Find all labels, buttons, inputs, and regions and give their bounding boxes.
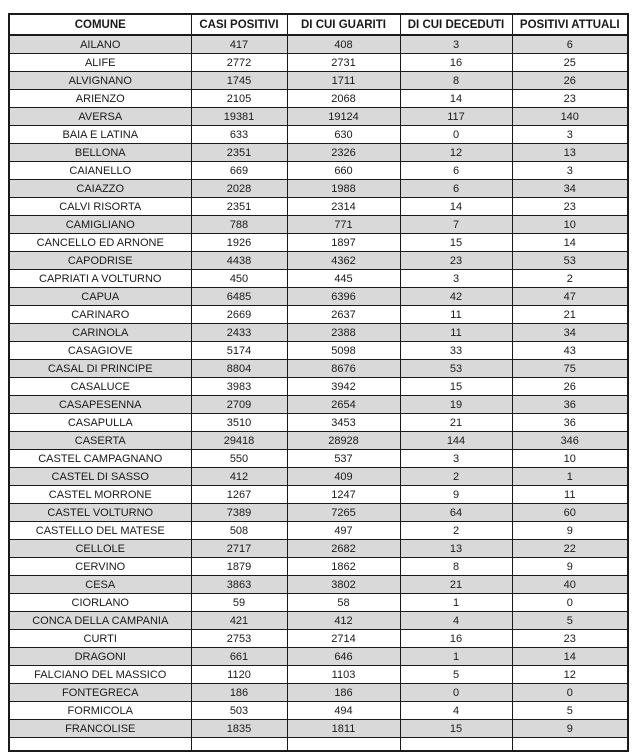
table-row [9, 486, 628, 504]
cell-positivi-attuali: 10 [512, 216, 628, 234]
table-row [9, 504, 628, 522]
table-row [9, 468, 628, 486]
partial-cutoff-row [9, 738, 628, 752]
cell-casi-positivi: 8804 [191, 360, 287, 378]
cell-di-cui-deceduti: 19 [400, 396, 512, 414]
cell-positivi-attuali: 1 [512, 468, 628, 486]
cell-positivi-attuali: 23 [512, 630, 628, 648]
cell-di-cui-guariti: 497 [287, 522, 400, 540]
cell-di-cui-deceduti: 14 [400, 90, 512, 108]
cell-casi-positivi: 3983 [191, 378, 287, 396]
table-row [9, 108, 628, 126]
cell-positivi-attuali: 9 [512, 522, 628, 540]
cell-di-cui-deceduti: 8 [400, 558, 512, 576]
cell-casi-positivi: 503 [191, 702, 287, 720]
cell-di-cui-guariti: 1897 [287, 234, 400, 252]
cell-di-cui-guariti: 4362 [287, 252, 400, 270]
cell-di-cui-deceduti: 14 [400, 198, 512, 216]
cell-positivi-attuali [512, 738, 628, 752]
table-row [9, 648, 628, 666]
cell-positivi-attuali: 26 [512, 378, 628, 396]
cell-casi-positivi: 5174 [191, 342, 287, 360]
cell-comune: CASTEL MORRONE [9, 486, 191, 504]
cell-casi-positivi: 2753 [191, 630, 287, 648]
cell-comune: CASAL DI PRINCIPE [9, 360, 191, 378]
cell-di-cui-guariti: 1988 [287, 180, 400, 198]
cell-positivi-attuali: 75 [512, 360, 628, 378]
cell-casi-positivi: 2028 [191, 180, 287, 198]
cell-comune: CASAPULLA [9, 414, 191, 432]
cell-comune: CASAPESENNA [9, 396, 191, 414]
cell-comune: CAMIGLIANO [9, 216, 191, 234]
cell-di-cui-deceduti: 15 [400, 234, 512, 252]
cell-di-cui-guariti: 2731 [287, 54, 400, 72]
cell-di-cui-guariti: 2388 [287, 324, 400, 342]
table-row [9, 126, 628, 144]
cell-comune: CURTI [9, 630, 191, 648]
cell-positivi-attuali: 5 [512, 612, 628, 630]
table-row [9, 180, 628, 198]
cell-di-cui-deceduti: 4 [400, 702, 512, 720]
cell-casi-positivi: 6485 [191, 288, 287, 306]
cell-comune [9, 738, 191, 752]
cell-comune: ALIFE [9, 54, 191, 72]
header-row [9, 14, 628, 35]
table-row [9, 666, 628, 684]
cell-di-cui-guariti: 2637 [287, 306, 400, 324]
cell-di-cui-guariti: 19124 [287, 108, 400, 126]
cell-casi-positivi: 2669 [191, 306, 287, 324]
table-row [9, 576, 628, 594]
cell-di-cui-deceduti: 21 [400, 576, 512, 594]
table-row [9, 630, 628, 648]
cell-positivi-attuali: 40 [512, 576, 628, 594]
cell-di-cui-deceduti: 3 [400, 35, 512, 54]
cell-comune: CASTELLO DEL MATESE [9, 522, 191, 540]
cell-di-cui-guariti: 3802 [287, 576, 400, 594]
table-row [9, 144, 628, 162]
cell-comune: CASTEL VOLTURNO [9, 504, 191, 522]
cell-casi-positivi: 633 [191, 126, 287, 144]
cell-comune: CASERTA [9, 432, 191, 450]
cell-casi-positivi: 2433 [191, 324, 287, 342]
cell-positivi-attuali: 2 [512, 270, 628, 288]
cell-di-cui-guariti: 58 [287, 594, 400, 612]
cell-di-cui-deceduti: 53 [400, 360, 512, 378]
cell-comune: FONTEGRECA [9, 684, 191, 702]
cell-di-cui-guariti: 1711 [287, 72, 400, 90]
cell-positivi-attuali: 53 [512, 252, 628, 270]
cell-casi-positivi: 788 [191, 216, 287, 234]
cell-di-cui-guariti: 445 [287, 270, 400, 288]
cell-di-cui-guariti: 6396 [287, 288, 400, 306]
cell-di-cui-deceduti: 21 [400, 414, 512, 432]
cell-casi-positivi: 2717 [191, 540, 287, 558]
cell-comune: CARINARO [9, 306, 191, 324]
cell-casi-positivi: 508 [191, 522, 287, 540]
cell-casi-positivi: 7389 [191, 504, 287, 522]
document-page [8, 13, 627, 752]
cell-comune: CELLOLE [9, 540, 191, 558]
cell-di-cui-deceduti: 6 [400, 180, 512, 198]
cell-di-cui-guariti: 1811 [287, 720, 400, 738]
cell-di-cui-guariti: 2314 [287, 198, 400, 216]
cell-di-cui-guariti: 494 [287, 702, 400, 720]
cell-positivi-attuali: 140 [512, 108, 628, 126]
cell-positivi-attuali: 6 [512, 35, 628, 54]
cell-comune: CAPODRISE [9, 252, 191, 270]
cell-di-cui-deceduti [400, 738, 512, 752]
table-row [9, 198, 628, 216]
cell-di-cui-deceduti: 1 [400, 648, 512, 666]
cell-comune: CONCA DELLA CAMPANIA [9, 612, 191, 630]
cell-comune: ARIENZO [9, 90, 191, 108]
cell-positivi-attuali: 12 [512, 666, 628, 684]
cell-comune: CAIAZZO [9, 180, 191, 198]
cell-di-cui-guariti: 537 [287, 450, 400, 468]
table-row [9, 72, 628, 90]
cell-positivi-attuali: 60 [512, 504, 628, 522]
covid-comuni-table [8, 13, 629, 752]
table-row [9, 216, 628, 234]
cell-comune: CALVI RISORTA [9, 198, 191, 216]
table-row [9, 594, 628, 612]
cell-casi-positivi: 2105 [191, 90, 287, 108]
table-row [9, 360, 628, 378]
table-row [9, 396, 628, 414]
table-row [9, 234, 628, 252]
cell-positivi-attuali: 43 [512, 342, 628, 360]
cell-di-cui-guariti: 3942 [287, 378, 400, 396]
table-row [9, 612, 628, 630]
cell-di-cui-guariti [287, 738, 400, 752]
cell-di-cui-deceduti: 8 [400, 72, 512, 90]
cell-di-cui-deceduti: 13 [400, 540, 512, 558]
cell-casi-positivi: 1926 [191, 234, 287, 252]
table-row [9, 540, 628, 558]
cell-di-cui-guariti: 2326 [287, 144, 400, 162]
table-row [9, 432, 628, 450]
cell-comune: ALVIGNANO [9, 72, 191, 90]
cell-positivi-attuali: 0 [512, 684, 628, 702]
cell-casi-positivi: 661 [191, 648, 287, 666]
table-row [9, 306, 628, 324]
cell-comune: CERVINO [9, 558, 191, 576]
table-row [9, 90, 628, 108]
table-row [9, 720, 628, 738]
cell-positivi-attuali: 26 [512, 72, 628, 90]
cell-di-cui-guariti: 412 [287, 612, 400, 630]
cell-di-cui-deceduti: 23 [400, 252, 512, 270]
cell-di-cui-guariti: 1862 [287, 558, 400, 576]
cell-di-cui-guariti: 409 [287, 468, 400, 486]
cell-di-cui-guariti: 8676 [287, 360, 400, 378]
table-row [9, 522, 628, 540]
cell-di-cui-guariti: 2068 [287, 90, 400, 108]
cell-di-cui-guariti: 2682 [287, 540, 400, 558]
cell-casi-positivi: 3863 [191, 576, 287, 594]
cell-casi-positivi: 550 [191, 450, 287, 468]
cell-di-cui-deceduti: 117 [400, 108, 512, 126]
cell-casi-positivi: 669 [191, 162, 287, 180]
cell-di-cui-deceduti: 6 [400, 162, 512, 180]
column-header-positivi-attuali: POSITIVI ATTUALI [512, 14, 628, 35]
cell-positivi-attuali: 21 [512, 306, 628, 324]
table-row [9, 162, 628, 180]
cell-di-cui-deceduti: 12 [400, 144, 512, 162]
cell-comune: CAPRIATI A VOLTURNO [9, 270, 191, 288]
cell-casi-positivi: 186 [191, 684, 287, 702]
cell-positivi-attuali: 3 [512, 162, 628, 180]
cell-di-cui-deceduti: 33 [400, 342, 512, 360]
cell-comune: BAIA E LATINA [9, 126, 191, 144]
cell-di-cui-deceduti: 4 [400, 612, 512, 630]
cell-positivi-attuali: 11 [512, 486, 628, 504]
cell-di-cui-guariti: 3453 [287, 414, 400, 432]
cell-casi-positivi: 421 [191, 612, 287, 630]
cell-positivi-attuali: 23 [512, 90, 628, 108]
cell-di-cui-guariti: 660 [287, 162, 400, 180]
cell-positivi-attuali: 346 [512, 432, 628, 450]
table-row [9, 35, 628, 54]
table-row [9, 270, 628, 288]
cell-di-cui-deceduti: 11 [400, 306, 512, 324]
table-row [9, 288, 628, 306]
cell-comune: CIORLANO [9, 594, 191, 612]
cell-positivi-attuali: 0 [512, 594, 628, 612]
cell-casi-positivi: 412 [191, 468, 287, 486]
cell-di-cui-guariti: 630 [287, 126, 400, 144]
cell-casi-positivi: 3510 [191, 414, 287, 432]
cell-di-cui-deceduti: 7 [400, 216, 512, 234]
cell-di-cui-deceduti: 2 [400, 522, 512, 540]
cell-casi-positivi: 2772 [191, 54, 287, 72]
cell-di-cui-deceduti: 11 [400, 324, 512, 342]
cell-comune: CASTEL CAMPAGNANO [9, 450, 191, 468]
cell-positivi-attuali: 23 [512, 198, 628, 216]
cell-di-cui-deceduti: 42 [400, 288, 512, 306]
cell-comune: CAIANELLO [9, 162, 191, 180]
cell-di-cui-guariti: 771 [287, 216, 400, 234]
cell-casi-positivi: 2709 [191, 396, 287, 414]
table-row [9, 378, 628, 396]
cell-comune: BELLONA [9, 144, 191, 162]
cell-di-cui-deceduti: 16 [400, 54, 512, 72]
cell-di-cui-guariti: 408 [287, 35, 400, 54]
cell-positivi-attuali: 5 [512, 702, 628, 720]
cell-positivi-attuali: 10 [512, 450, 628, 468]
table-row [9, 684, 628, 702]
cell-casi-positivi: 19381 [191, 108, 287, 126]
column-header-comune: COMUNE [9, 14, 191, 35]
table-row [9, 702, 628, 720]
table-row [9, 558, 628, 576]
cell-casi-positivi: 29418 [191, 432, 287, 450]
cell-di-cui-deceduti: 0 [400, 126, 512, 144]
cell-di-cui-deceduti: 1 [400, 594, 512, 612]
cell-comune: CASAGIOVE [9, 342, 191, 360]
cell-di-cui-deceduti: 64 [400, 504, 512, 522]
cell-di-cui-deceduti: 3 [400, 270, 512, 288]
cell-casi-positivi [191, 738, 287, 752]
cell-comune: AILANO [9, 35, 191, 54]
cell-di-cui-guariti: 1247 [287, 486, 400, 504]
cell-di-cui-deceduti: 5 [400, 666, 512, 684]
cell-comune: CAPUA [9, 288, 191, 306]
cell-casi-positivi: 59 [191, 594, 287, 612]
cell-di-cui-guariti: 5098 [287, 342, 400, 360]
cell-di-cui-guariti: 646 [287, 648, 400, 666]
cell-di-cui-deceduti: 2 [400, 468, 512, 486]
cell-positivi-attuali: 34 [512, 180, 628, 198]
column-header-di-cui-guariti: DI CUI GUARITI [287, 14, 400, 35]
cell-di-cui-guariti: 7265 [287, 504, 400, 522]
cell-positivi-attuali: 9 [512, 558, 628, 576]
table-row [9, 414, 628, 432]
cell-casi-positivi: 450 [191, 270, 287, 288]
cell-casi-positivi: 1745 [191, 72, 287, 90]
cell-di-cui-deceduti: 144 [400, 432, 512, 450]
cell-di-cui-guariti: 186 [287, 684, 400, 702]
cell-di-cui-deceduti: 0 [400, 684, 512, 702]
cell-comune: CARINOLA [9, 324, 191, 342]
cell-casi-positivi: 1835 [191, 720, 287, 738]
cell-casi-positivi: 2351 [191, 144, 287, 162]
cell-positivi-attuali: 47 [512, 288, 628, 306]
cell-di-cui-guariti: 28928 [287, 432, 400, 450]
cell-positivi-attuali: 13 [512, 144, 628, 162]
cell-casi-positivi: 417 [191, 35, 287, 54]
cell-di-cui-deceduti: 9 [400, 486, 512, 504]
cell-di-cui-guariti: 1103 [287, 666, 400, 684]
table-row [9, 324, 628, 342]
cell-comune: AVERSA [9, 108, 191, 126]
cell-positivi-attuali: 14 [512, 648, 628, 666]
cell-positivi-attuali: 34 [512, 324, 628, 342]
cell-comune: FRANCOLISE [9, 720, 191, 738]
cell-comune: FORMICOLA [9, 702, 191, 720]
cell-comune: CASALUCE [9, 378, 191, 396]
column-header-di-cui-deceduti: DI CUI DECEDUTI [400, 14, 512, 35]
cell-di-cui-guariti: 2654 [287, 396, 400, 414]
table-row [9, 450, 628, 468]
cell-positivi-attuali: 25 [512, 54, 628, 72]
cell-positivi-attuali: 9 [512, 720, 628, 738]
cell-positivi-attuali: 36 [512, 414, 628, 432]
cell-casi-positivi: 2351 [191, 198, 287, 216]
cell-comune: CASTEL DI SASSO [9, 468, 191, 486]
cell-casi-positivi: 1120 [191, 666, 287, 684]
column-header-casi-positivi: CASI POSITIVI [191, 14, 287, 35]
cell-di-cui-deceduti: 15 [400, 720, 512, 738]
cell-comune: FALCIANO DEL MASSICO [9, 666, 191, 684]
cell-comune: CESA [9, 576, 191, 594]
cell-di-cui-deceduti: 15 [400, 378, 512, 396]
cell-casi-positivi: 1267 [191, 486, 287, 504]
cell-di-cui-deceduti: 16 [400, 630, 512, 648]
cell-positivi-attuali: 22 [512, 540, 628, 558]
cell-casi-positivi: 1879 [191, 558, 287, 576]
table-row [9, 54, 628, 72]
table-row [9, 342, 628, 360]
cell-positivi-attuali: 3 [512, 126, 628, 144]
cell-positivi-attuali: 14 [512, 234, 628, 252]
cell-positivi-attuali: 36 [512, 396, 628, 414]
cell-comune: CANCELLO ED ARNONE [9, 234, 191, 252]
table-row [9, 252, 628, 270]
table-header [9, 14, 628, 35]
cell-casi-positivi: 4438 [191, 252, 287, 270]
cell-di-cui-deceduti: 3 [400, 450, 512, 468]
table-body [9, 35, 628, 751]
cell-di-cui-guariti: 2714 [287, 630, 400, 648]
cell-comune: DRAGONI [9, 648, 191, 666]
